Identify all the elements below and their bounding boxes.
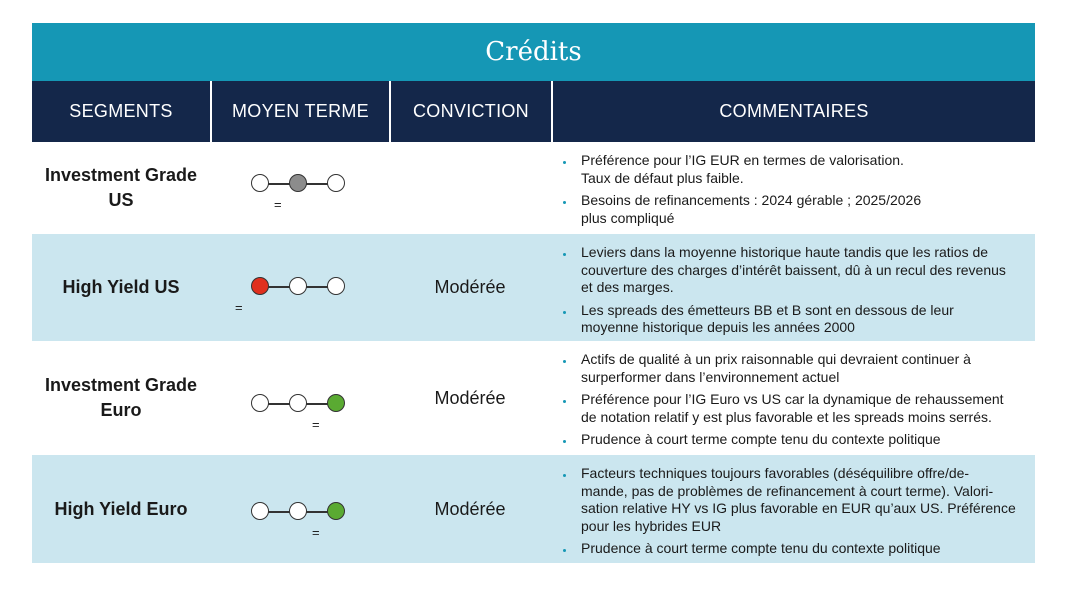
table-title: Crédits: [32, 23, 1035, 81]
dot-1: [251, 502, 269, 520]
header-segments: SEGMENTS: [69, 101, 173, 121]
segment-label: Investment Grade Euro: [44, 375, 198, 420]
table-row: [32, 234, 1035, 341]
dot-1: [251, 174, 269, 192]
medium-term-indicator: [210, 455, 389, 563]
dot-2: [289, 174, 307, 192]
header-moyen-terme: MOYEN TERME: [210, 81, 389, 142]
dot-2: [289, 502, 307, 520]
trend-mark: =: [274, 197, 282, 212]
dot-1: [251, 277, 269, 295]
comments: [551, 142, 1035, 234]
medium-term-indicator: [210, 341, 389, 455]
comment-item: Prudence à court terme compte tenu du contexte politique: [559, 540, 1021, 558]
credits-table: [32, 23, 1035, 563]
conviction-value: [389, 142, 551, 234]
conviction-value: Modérée: [434, 277, 506, 297]
dot-2: [289, 394, 307, 412]
table-row: [32, 341, 1035, 455]
dot-scale: [251, 502, 345, 522]
dot-1: [251, 394, 269, 412]
header-commentaires: COMMENTAIRES: [551, 81, 1035, 142]
segment-label: High Yield Euro: [54, 498, 188, 519]
comments: [551, 341, 1035, 455]
dot-3: [327, 502, 345, 520]
comment-item: Préférence pour l’IG EUR en termes de valorisation. Taux de défaut plus faible.: [559, 152, 1021, 187]
conviction-value: Modérée: [434, 498, 506, 519]
comment-item: Leviers dans la moyenne historique haute tandis que les ratios de couverture des charges d’intérêt baissent, dû à un recul des revenus et des marges.: [559, 244, 1021, 297]
comment-item: Besoins de refinancements : 2024 gérable ; 2025/2026 plus compliqué: [559, 192, 1021, 227]
dot-scale: [251, 277, 345, 297]
medium-term-indicator: [210, 234, 389, 341]
trend-mark: =: [235, 300, 243, 315]
comment-item: Actifs de qualité à un prix raisonnable qui devraient continuer à surperformer dans l’environnement actuel: [559, 351, 1021, 386]
comment-item: Les spreads des émetteurs BB et B sont en dessous de leur moyenne historique depuis les années 2000: [559, 302, 1021, 337]
trend-mark: =: [312, 417, 320, 432]
comment-item: Préférence pour l’IG Euro vs US car la dynamique de rehaussement de notation relatif y est plus favorable et les spreads moins serrés.: [559, 391, 1021, 426]
comments: [551, 455, 1035, 563]
dot-scale: [251, 174, 345, 194]
dot-2: [289, 277, 307, 295]
comments: [551, 234, 1035, 341]
dot-3: [327, 174, 345, 192]
header-conviction: CONVICTION: [389, 81, 551, 142]
conviction-value: Modérée: [434, 387, 506, 408]
segment-label: High Yield US: [62, 277, 180, 297]
table-row: [32, 455, 1035, 563]
medium-term-indicator: [210, 142, 389, 234]
comment-item: Facteurs techniques toujours favorables (déséquilibre offre/de- mande, pas de problèmes de refinancement à court terme). Valori- sation relative HY vs IG plus favorable en EUR qu’aux US. Préférence pour les hybrides EUR: [559, 465, 1021, 535]
header-row: [32, 81, 1035, 142]
dot-3: [327, 277, 345, 295]
comment-item: Prudence à court terme compte tenu du contexte politique: [559, 431, 1021, 449]
dot-scale: [251, 394, 345, 414]
table-row: [32, 142, 1035, 234]
segment-label: Investment Grade US: [44, 165, 198, 210]
trend-mark: =: [312, 525, 320, 540]
dot-3: [327, 394, 345, 412]
